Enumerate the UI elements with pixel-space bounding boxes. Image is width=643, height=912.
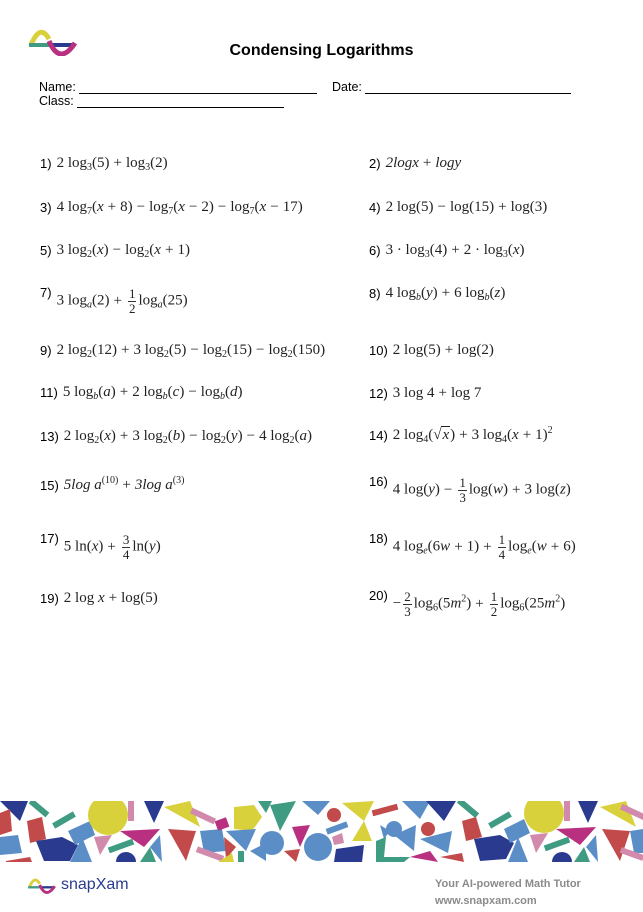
problem-3 [40,199,303,216]
page-title: Condensing Logarithms [229,42,414,59]
problem-6 [369,242,525,259]
class-blank-line[interactable] [77,95,284,108]
problem-expression: 4 $\log_7(x + 8) - \log_7(x - 2) - \log_7(x - 17)$ [56,199,303,217]
problem-number: 19) [40,591,59,606]
snapxam-logo-icon [27,876,57,894]
problem-18 [369,533,576,561]
problem-20 [369,590,565,618]
problem-number: 13) [40,429,59,444]
problem-7 [40,287,188,315]
problem-number: 5) [40,243,52,258]
problem-number: 15) [40,478,59,493]
problem-15 [40,477,184,494]
problem-number: 20) [369,588,388,603]
problem-expression: 3 log 4 + log 7 [392,385,482,401]
problem-expression: 3 $\log_2(x) - \log_2(x + 1)$ [56,242,190,260]
problem-number: 2) [369,156,381,171]
problem-13 [40,428,312,445]
problem-number: 4) [369,200,381,215]
problem-expression: 2 $\log_3(5) + \log_3(2)$ [56,155,168,173]
footer-url-link[interactable]: www.snapxam.com [435,895,537,907]
problem-expression: 2 log(5) − log(15) + log(3) [385,199,548,215]
problem-number: 9) [40,343,52,358]
problem-expression: 5log $a^{(10)} + 3\log$ $a^{(3)}$ [63,475,185,493]
problem-expression: 2 $\log_2(12) + 3$ $\log_2(5) - \log_2(15) - \log_2(150)$ [56,342,326,360]
problem-4 [369,199,547,216]
problem-5 [40,242,190,259]
problem-expression: $3 \cdot \log_3(4) + 2 \cdot \log_3(x)$ [385,242,525,260]
name-blank-line[interactable] [79,81,317,94]
problem-8 [369,285,505,302]
name-field [39,80,317,94]
name-label: Name: [39,80,76,94]
decorative-shapes-band [0,801,643,862]
problem-19 [40,590,158,607]
problem-11 [40,384,242,401]
problem-expression: 2 $\log_2(x) + 3$ $\log_2(b) - \log_2(y) - 4$ $\log_2(a)$ [63,428,312,446]
problem-number: 12) [369,386,388,401]
problem-number: 16) [369,474,388,489]
problem-number: 3) [40,200,52,215]
problem-number: 14) [369,428,388,443]
problem-expression: 5 ln(x) + $\frac{3}{4}$ ln(y) [63,532,161,562]
problem-number: 11) [40,385,58,400]
problem-expression: 5 $\log_b(a) + 2$ $\log_b(c) - \log_b(d)$ [62,384,243,402]
class-field [39,94,284,108]
problem-16 [369,476,571,504]
problem-number: 18) [369,531,388,546]
problem-number: 6) [369,243,381,258]
problem-12 [369,385,481,402]
problem-expression: 2 log x + log(5) [63,590,158,606]
problem-number: 10) [369,343,388,358]
footer-brand-name: snapXam [61,876,129,893]
problem-9 [40,342,325,359]
problem-expression: 4 $\log_e(6w + 1)$ + $\frac{1}{4}$ $\log_e(w + 6)$ [392,532,576,562]
problem-expression: − $\frac{2}{3}$ $\log_6(5m^2)$ + $\frac{1}{2}$ $\log_6(25m^2)$ [392,589,566,619]
date-blank-line[interactable] [365,81,571,94]
footer-logo[interactable] [27,876,129,894]
problem-number: 1) [40,156,52,171]
problem-number: 17) [40,531,59,546]
problem-expression: 4 log(y) − $\frac{1}{3}$ log(w) + 3 log(z) [392,475,571,505]
problem-14 [369,427,553,444]
problem-expression: 2 $\log_4(√x) + 3$ $\log_4(x + 1)^2$ [392,425,553,445]
problem-expression: 2logx + logy [385,155,462,171]
problem-expression: 2 log(5) + log(2) [392,342,494,358]
problem-number: 8) [369,286,381,301]
date-field [332,80,571,94]
date-label: Date: [332,80,362,94]
footer-tagline-block [435,876,581,910]
class-label: Class: [39,94,74,108]
problem-2 [369,155,461,172]
problem-expression: 3 $\log_a(2)$ + $\frac{1}{2}$ $\log_a(25)$ [56,286,188,316]
problem-10 [369,342,494,359]
problem-expression: 4 $\log_b(y) + 6$ $\log_b(z)$ [385,285,506,303]
problem-17 [40,533,161,561]
problem-1 [40,155,168,172]
problem-number: 7) [40,285,52,300]
footer-tagline: Your AI-powered Math Tutor [435,878,581,890]
